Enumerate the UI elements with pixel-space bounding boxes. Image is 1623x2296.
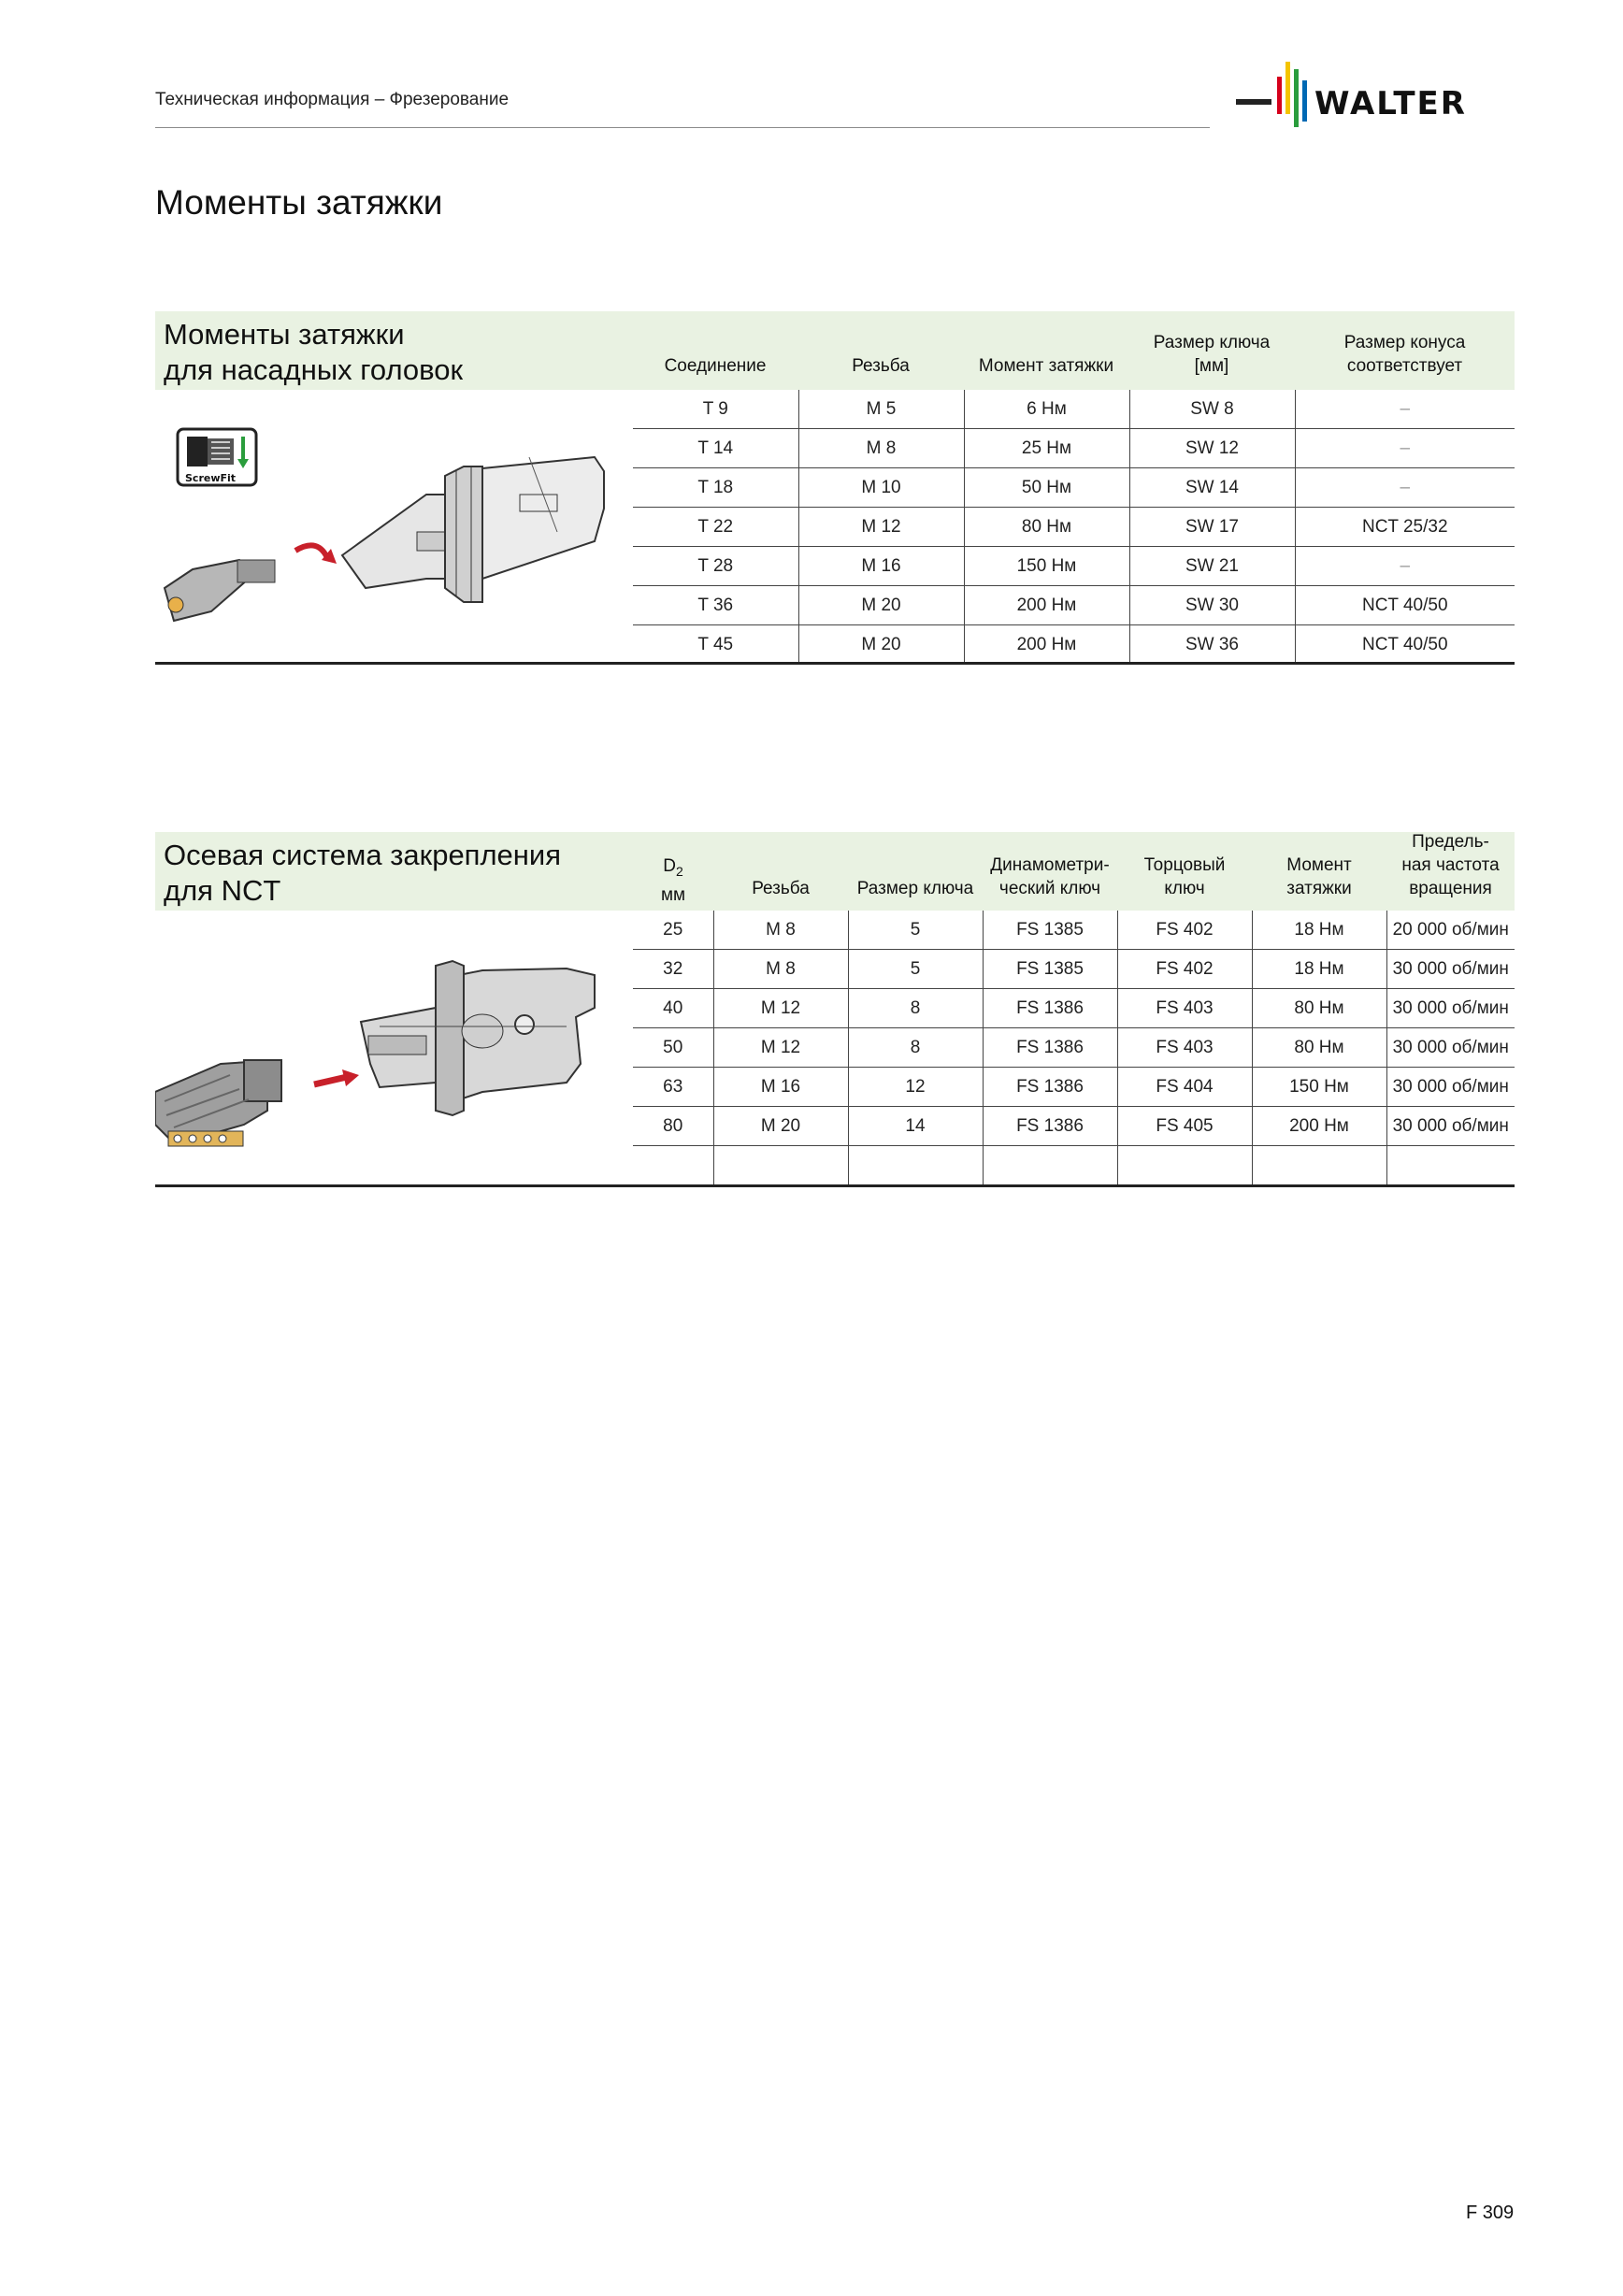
col-header-socket-wrench: Торцовый ключ (1143, 855, 1226, 898)
screwfit-adapter-illustration (155, 401, 623, 649)
table-row: 80 M 20 14 FS 1386 FS 405 200 Нм 30 000 об/мин (633, 1107, 1515, 1146)
screwfit-badge-icon (178, 429, 256, 485)
running-header: Техническая информация – Фрезерование (155, 90, 510, 109)
table-row: T 22 M 12 80 Нм SW 17 NCT 25/32 (633, 508, 1515, 547)
col-header-key-size: Размер ключа [мм] (1153, 333, 1271, 376)
table-row: 63 M 16 12 FS 1386 FS 404 150 Нм 30 000 об/мин (633, 1068, 1515, 1107)
nct-clamping-table (633, 911, 1515, 1184)
col-header-max-speed: Предель- ная частота вращения (1401, 832, 1500, 898)
table-row: 40 M 12 8 FS 1386 FS 403 80 Нм 30 000 об/мин (633, 989, 1515, 1028)
table-row (633, 1146, 1515, 1185)
col-header-key-size: Размер ключа (856, 879, 974, 898)
logo-text: WALTER (1314, 85, 1467, 122)
table-row: T 9 M 5 6 Нм SW 8 – (633, 390, 1515, 429)
section-bottom-rule (155, 662, 1515, 665)
table-row: T 36 M 20 200 Нм SW 30 NCT 40/50 (633, 586, 1515, 625)
section-nct-clamping (155, 832, 1515, 1187)
table-row: T 14 M 8 25 Нм SW 12 – (633, 429, 1515, 468)
section-adapter-torque (155, 311, 1515, 667)
table-row: T 45 M 20 200 Нм SW 36 NCT 40/50 (633, 625, 1515, 665)
walter-logo (1236, 60, 1516, 137)
col-header-torque: Момент затяжки (1286, 855, 1352, 898)
table-row: 50 M 12 8 FS 1386 FS 403 80 Нм 30 000 об/мин (633, 1028, 1515, 1068)
col-header-taper-size: Размер конуса соответствует (1343, 333, 1466, 376)
col-header-thread: Резьба (852, 356, 910, 376)
section-title: Осевая система закрепления для NCT (164, 839, 562, 907)
col-header-torque: Момент затяжки (978, 356, 1114, 376)
header-divider (155, 127, 1210, 128)
adapter-torque-table (633, 390, 1515, 664)
svg-text:ScrewFit: ScrewFit (185, 472, 237, 484)
col-header-torque-wrench: Динамометри- ческий ключ (990, 855, 1110, 898)
table-row: T 18 M 10 50 Нм SW 14 – (633, 468, 1515, 508)
section-title: Моменты затяжки для насадных головок (164, 318, 464, 386)
page-title: Моменты затяжки (155, 183, 443, 222)
col-header-connection: Соединение (664, 356, 767, 376)
col-header-d2: $D_2$ мм (660, 856, 686, 905)
section-bottom-rule (155, 1184, 1515, 1187)
col-header-thread: Резьба (752, 879, 810, 898)
page-number: F 309 (1466, 2203, 1515, 2223)
table-row: 32 M 8 5 FS 1385 FS 402 18 Нм 30 000 об/мин (633, 950, 1515, 989)
table-row: 25 M 8 5 FS 1385 FS 402 18 Нм 20 000 об/мин (633, 911, 1515, 950)
nct-holder-illustration (155, 924, 623, 1171)
table-row: T 28 M 16 150 Нм SW 21 – (633, 547, 1515, 586)
